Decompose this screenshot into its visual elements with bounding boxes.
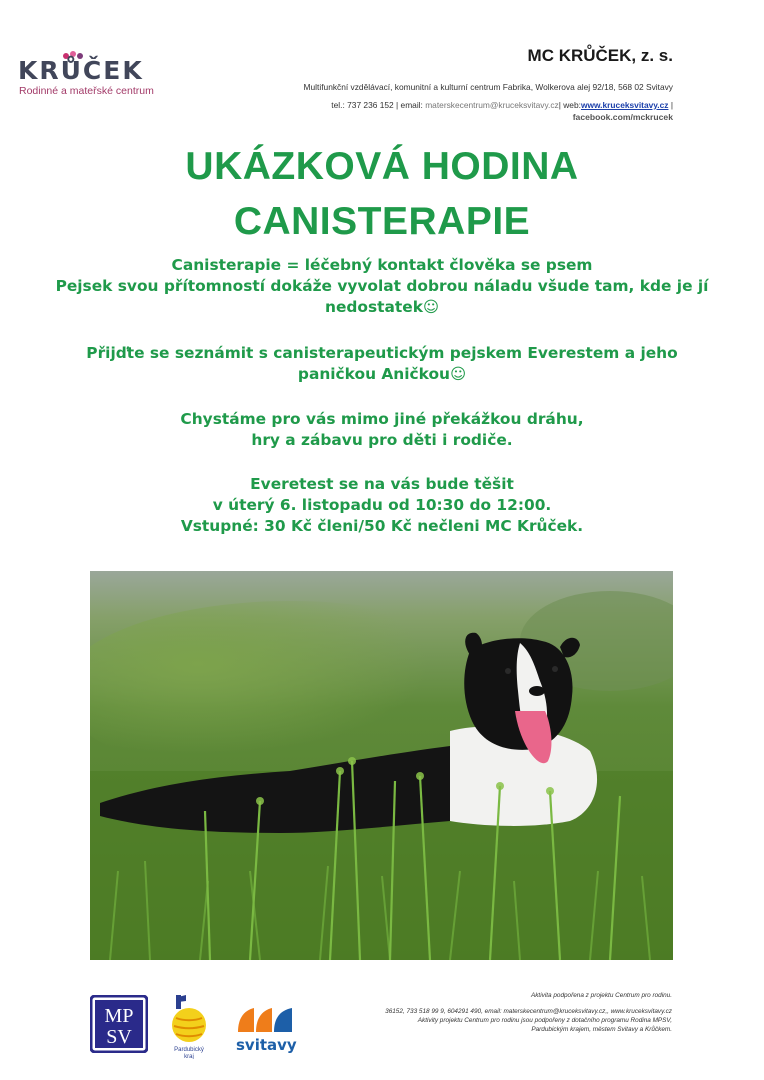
svitavy-logo [234, 998, 300, 1054]
web-separator: | [670, 100, 673, 110]
definition-line: Canisterapie = léčebný kontakt člověka se psem [171, 256, 593, 274]
pardubicky-kraj-icon [166, 993, 212, 1059]
invite-line-end: paničkou Aničkou☺ [297, 365, 467, 383]
logo-name: KRŮČEK [18, 56, 144, 85]
event-admission: Vstupné: 30 Kč členi/50 Kč nečleni MC Krůček. [180, 517, 584, 535]
footer-contact-note: 36152, 733 518 99 9, 604291 490, email: materskecentrum@kruceksvitavy.cz,, www.kruceksvitavy.cz [385, 1008, 672, 1015]
intro-paragraph [30, 255, 734, 318]
dog-photo [90, 571, 673, 960]
svitavy-logo-icon [234, 998, 300, 1054]
phone-label: tel.: 737 236 152 | [331, 100, 399, 110]
mpsv-logo [90, 995, 148, 1053]
dog-photo-illustration [90, 571, 673, 960]
kraj-label-1: Pardubický [174, 1047, 204, 1053]
mpsv-logo-icon [90, 995, 148, 1053]
org-address: Multifunkční vzdělávací, komunitní a kulturní centrum Fabrika, Wolkerova alej 92/18, 568 02 Svitavy [303, 82, 673, 92]
event-date-time: v úterý 6. listopadu od 10:30 do 12:00. [212, 496, 552, 514]
kruček-logo [18, 50, 188, 105]
pardubicky-kraj-logo [166, 993, 212, 1059]
kraj-label-2: kraj [184, 1054, 194, 1059]
footer-funding-note-2: Pardubickým krajem, městem Svitavy a Krůčkem. [531, 1026, 672, 1033]
invite-line: Přijďte se seznámit s canisterapeutickým pejskem Everestem a jeho [86, 344, 678, 362]
headline-line-1: UKÁZKOVÁ HODINA [185, 145, 579, 188]
svitavy-label: svitavy [236, 1036, 297, 1054]
headline-line-2: CANISTERAPIE [233, 200, 531, 243]
footer-funding-note-1: Aktivity projektu Centrum pro rodinu jsou podpořeny z dotačního programu Rodina MPSV, [417, 1017, 672, 1024]
mood-line-end: nedostatek☺ [325, 298, 439, 316]
web-label: | web: [558, 100, 581, 110]
invite-paragraph [30, 343, 734, 385]
program-line-2: hry a zábavu pro děti i rodiče. [251, 431, 513, 449]
event-greeting: Everetest se na vás bude těšit [250, 475, 514, 493]
svg-text:MP: MP [104, 1005, 134, 1027]
event-details-paragraph [30, 474, 734, 537]
logo-subtitle: Rodinné a mateřské centrum [19, 85, 154, 97]
svg-text:SV: SV [106, 1026, 132, 1048]
footer-support-note: Aktivita podpořena z projektu Centrum pro rodinu. [530, 992, 672, 999]
org-name: MC KRŮČEK, z. s. [527, 46, 673, 65]
email-label: email: [400, 100, 423, 110]
email-link[interactable]: materskecentrum@kruceksvitavy.cz [425, 100, 559, 110]
program-line-1: Chystáme pro vás mimo jiné překážkou dráhu, [180, 410, 584, 428]
facebook-link[interactable]: facebook.com/mckrucek [572, 112, 673, 122]
mood-line: Pejsek svou přítomností dokáže vyvolat dobrou náladu všude tam, kde je jí [55, 277, 709, 295]
program-paragraph [30, 409, 734, 451]
org-contact-line [331, 100, 673, 110]
web-link[interactable]: www.kruceksvitavy.cz [580, 100, 669, 110]
